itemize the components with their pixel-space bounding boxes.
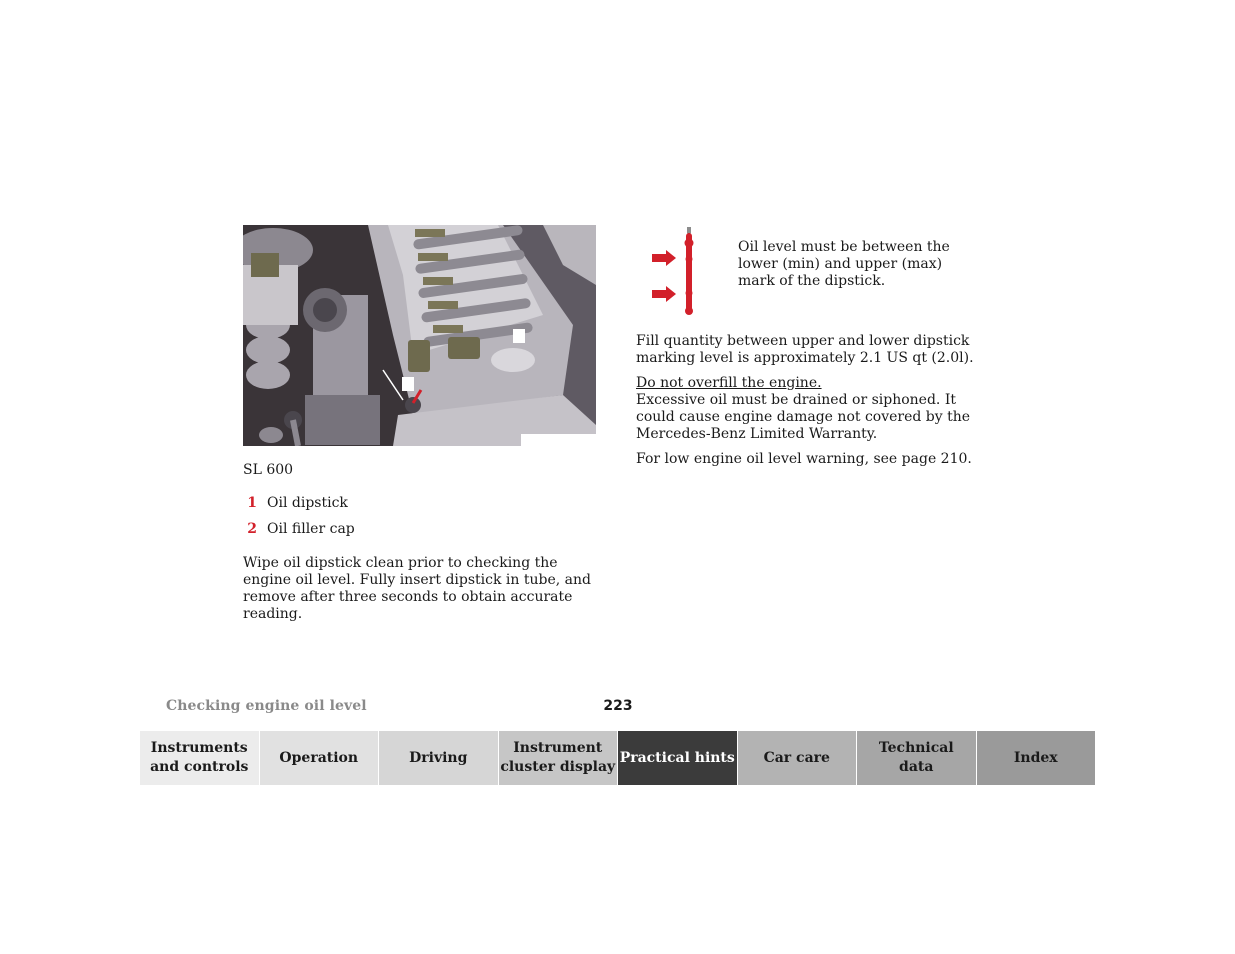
- oil-level-text: Oil level must be between the lower (min) and upper (max) mark of the dipstick.: [738, 239, 950, 289]
- section-title: Checking engine oil level: [166, 698, 367, 714]
- legend-item-oil-filler-cap: [243, 521, 355, 538]
- legend-number: 2: [247, 521, 257, 537]
- legend-label: Oil filler cap: [267, 521, 355, 537]
- tab-instruments-and-controls[interactable]: Instruments and controls: [140, 731, 260, 785]
- dipstick-arrows-icon: [648, 225, 700, 317]
- legend-item-oil-dipstick: [243, 495, 348, 512]
- legend-number: 1: [247, 495, 257, 511]
- overfill-warning-heading: Do not overfill the engine.: [636, 375, 822, 391]
- page-number: 223: [603, 698, 633, 714]
- tab-index[interactable]: Index: [977, 731, 1096, 785]
- tab-instrument-cluster-display[interactable]: Instrument cluster display: [499, 731, 619, 785]
- tab-technical-data[interactable]: Technical data: [857, 731, 977, 785]
- fill-quantity-text: Fill quantity between upper and lower dipstick marking level is approximately 2.1 US qt (2.0l).: [636, 333, 974, 366]
- legend-label: Oil dipstick: [267, 495, 348, 511]
- tab-practical-hints[interactable]: Practical hints: [618, 731, 738, 785]
- wipe-instruction: Wipe oil dipstick clean prior to checking the engine oil level. Fully insert dipstick in tube, and remove after three seconds to obtain accurate reading.: [243, 555, 591, 622]
- engine-illustration: [243, 225, 596, 446]
- model-caption: SL 600: [243, 462, 294, 478]
- overfill-warning-text: Excessive oil must be drained or siphoned. It could cause engine damage not covered by the Mercedes-Benz Limited Warranty.: [636, 392, 971, 442]
- tab-driving[interactable]: Driving: [379, 731, 499, 785]
- tab-car-care[interactable]: Car care: [738, 731, 858, 785]
- chapter-nav: [140, 731, 1095, 785]
- tab-operation[interactable]: Operation: [260, 731, 380, 785]
- low-oil-warning-reference: For low engine oil level warning, see page 210.: [636, 451, 972, 467]
